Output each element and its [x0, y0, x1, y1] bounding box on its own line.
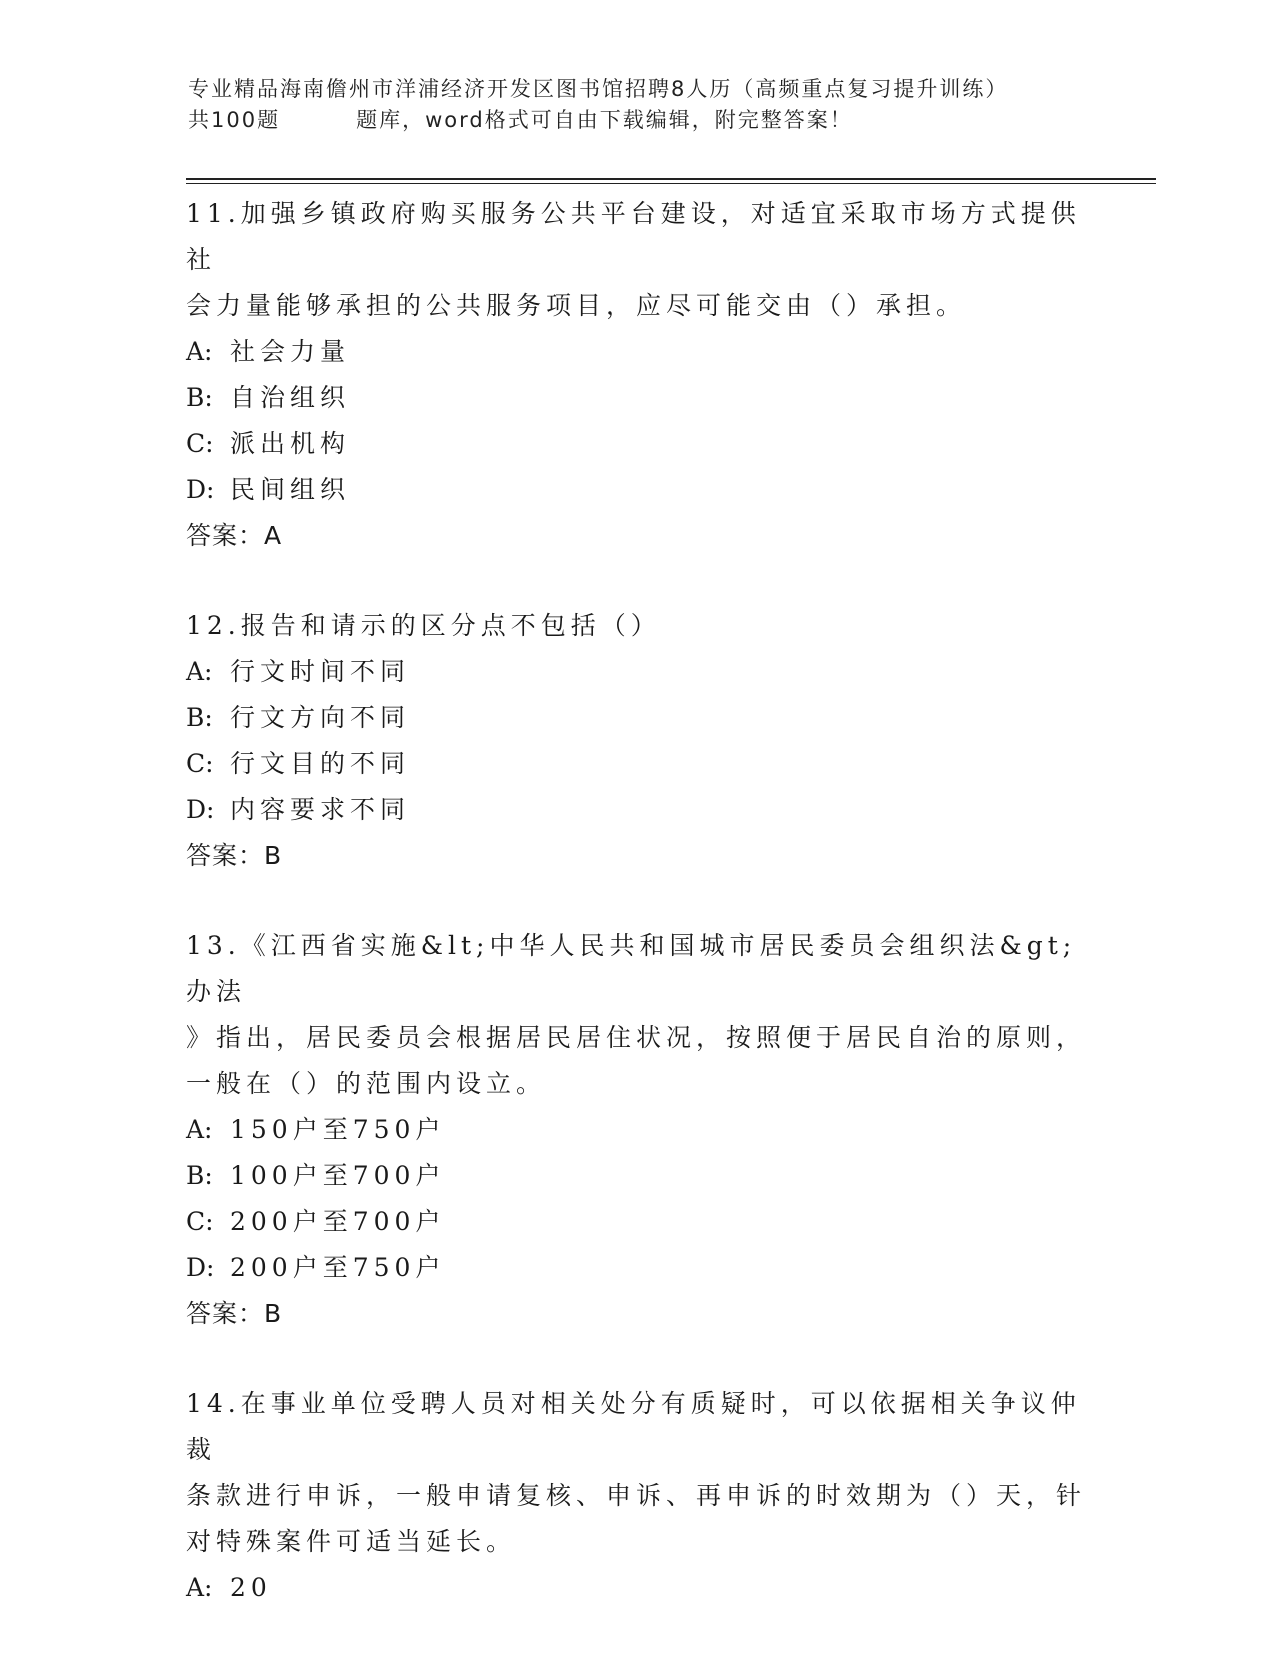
option-text: 内容要求不同 — [230, 795, 411, 824]
question-list — [186, 191, 1086, 1655]
answer-option — [186, 1245, 1086, 1291]
question-block — [186, 1381, 1086, 1611]
option-label: A: — [186, 1115, 213, 1144]
answer-option — [186, 695, 1086, 741]
option-text: 行文时间不同 — [230, 657, 411, 686]
header-divider-bottom — [186, 183, 1156, 184]
question-stem-line: 会力量能够承担的公共服务项目，应尽可能交由（）承担。 — [186, 291, 967, 320]
answer-option — [186, 329, 1086, 375]
question-block — [186, 191, 1086, 559]
question-stem-line: 13.《江西省实施&lt;中华人民共和国城市居民委员会组织法&gt;办法 — [186, 931, 1077, 1006]
answer-option — [186, 421, 1086, 467]
option-label: C: — [186, 749, 214, 778]
answer-option — [186, 649, 1086, 695]
option-label: C: — [186, 1207, 214, 1236]
question-block — [186, 923, 1086, 1337]
option-label: D: — [186, 795, 215, 824]
option-text: 200户至750户 — [230, 1253, 446, 1282]
option-text: 行文目的不同 — [230, 749, 411, 778]
question-stem-line: 14.在事业单位受聘人员对相关处分有质疑时，可以依据相关争议仲裁 — [186, 1389, 1081, 1464]
question-stem-line: 》指出，居民委员会根据居民居住状况，按照便于居民自治的原则， — [186, 1023, 1087, 1052]
answer-option — [186, 1107, 1086, 1153]
answer-key: 答案：A — [186, 521, 283, 550]
option-label: D: — [186, 1253, 215, 1282]
question-stem-line: 一般在（）的范围内设立。 — [186, 1069, 547, 1098]
option-label: B: — [186, 1161, 213, 1190]
option-text: 200户至700户 — [230, 1207, 446, 1236]
option-label: A: — [186, 657, 213, 686]
option-label: B: — [186, 383, 213, 412]
question-stem-line: 对特殊案件可适当延长。 — [186, 1527, 517, 1556]
option-text: 社会力量 — [230, 337, 351, 366]
option-label: B: — [186, 703, 213, 732]
option-label: A: — [186, 1573, 213, 1602]
option-label: C: — [186, 429, 214, 458]
option-text: 20 — [230, 1573, 272, 1602]
option-label: D: — [186, 475, 215, 504]
answer-key: 答案：B — [186, 841, 283, 870]
header-subtitle-line — [188, 105, 1088, 136]
answer-option — [186, 1199, 1086, 1245]
option-text: 150户至750户 — [230, 1115, 446, 1144]
option-text: 民间组织 — [230, 475, 351, 504]
document-header — [188, 74, 1088, 136]
answer-option — [186, 1565, 1086, 1611]
question-stem-line: 条款进行申诉，一般申请复核、申诉、再申诉的时效期为（）天，针 — [186, 1481, 1087, 1510]
question-block — [186, 603, 1086, 879]
answer-option — [186, 467, 1086, 513]
option-text: 派出机构 — [230, 429, 351, 458]
question-stem-line: 11.加强乡镇政府购买服务公共平台建设，对适宜采取市场方式提供社 — [186, 199, 1081, 274]
header-divider-top — [186, 178, 1156, 180]
answer-key: 答案：B — [186, 1299, 283, 1328]
option-text: 自治组织 — [230, 383, 351, 412]
header-description: 题库，word格式可自由下载编辑，附完整答案！ — [356, 108, 853, 132]
answer-option — [186, 741, 1086, 787]
question-stem-line: 12.报告和请示的区分点不包括（） — [186, 611, 661, 640]
header-title-line: 专业精品海南儋州市洋浦经济开发区图书馆招聘8人历（高频重点复习提升训练） — [188, 77, 1009, 101]
option-text: 行文方向不同 — [230, 703, 411, 732]
option-label: A: — [186, 337, 213, 366]
header-question-count: 共100题 — [188, 108, 281, 132]
answer-option — [186, 375, 1086, 421]
option-text: 100户至700户 — [230, 1161, 446, 1190]
answer-option — [186, 1153, 1086, 1199]
answer-option — [186, 787, 1086, 833]
